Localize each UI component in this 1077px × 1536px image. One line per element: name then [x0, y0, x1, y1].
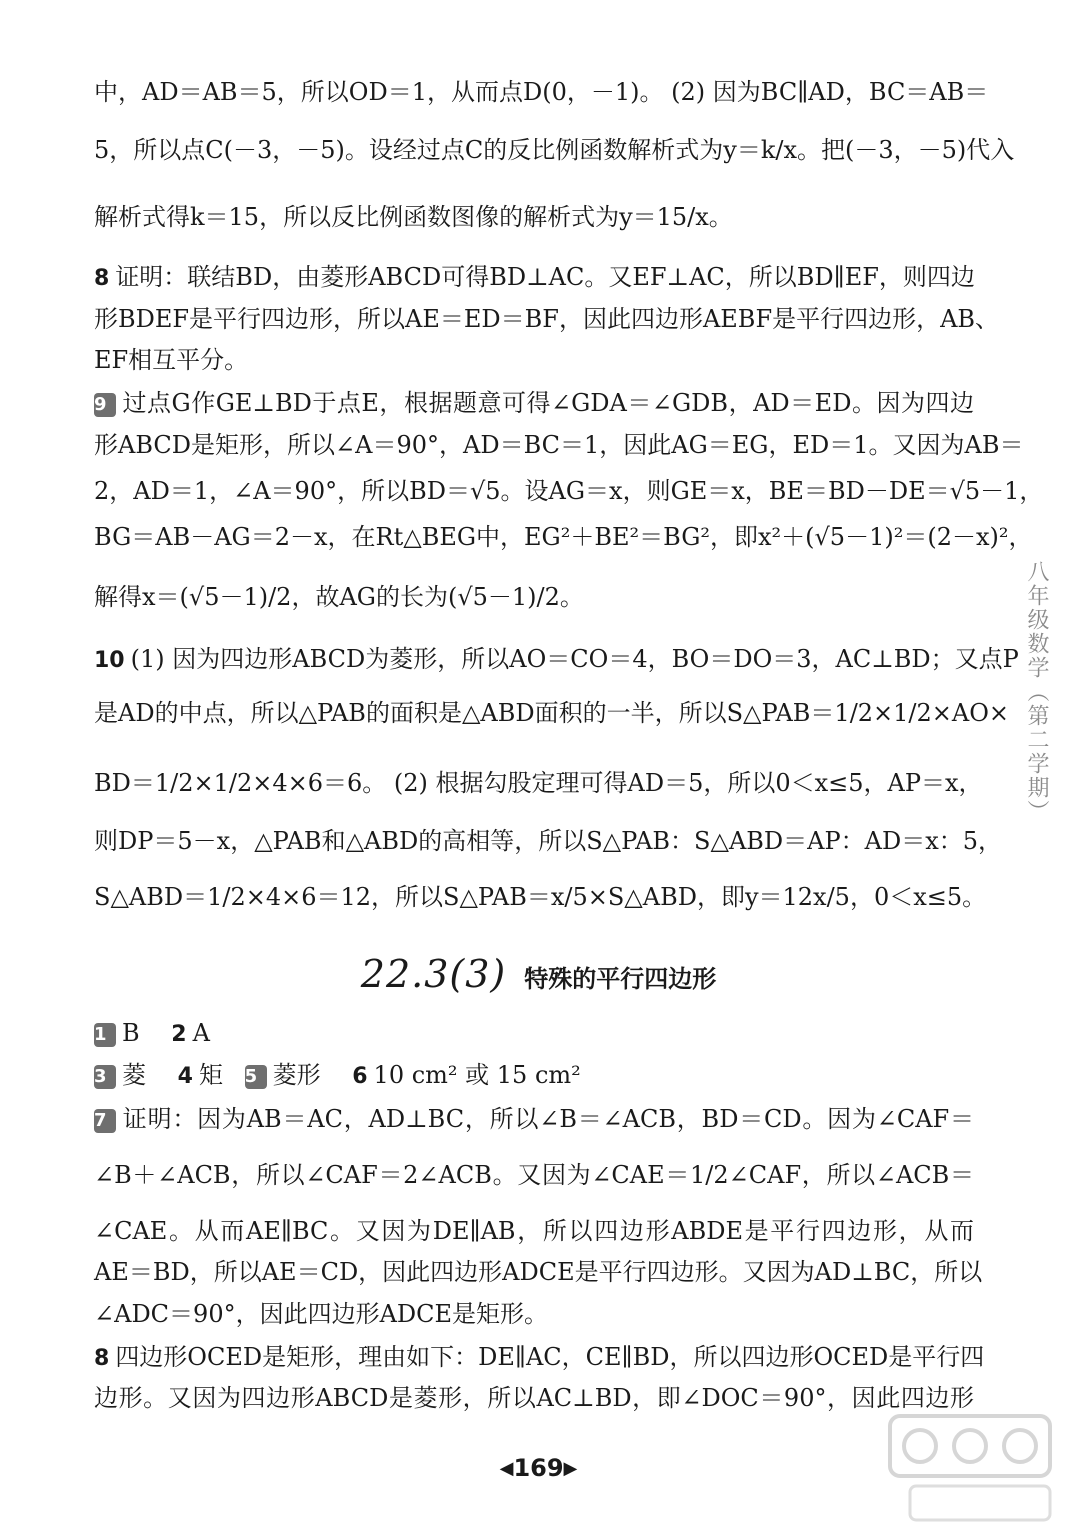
problem-number: 4: [177, 1064, 193, 1089]
answer-text: 菱: [122, 1061, 146, 1089]
problem-number-box: 7: [94, 1109, 116, 1133]
side-tab-label: 八年级数学（第二学期）: [1024, 560, 1049, 824]
text-line: BD＝1/2×1/2×4×6＝6。 (2) 根据勾股定理可得AD＝5，所以0＜x≤5，AP＝x，: [94, 769, 983, 797]
watermark-logo: [880, 1408, 1060, 1528]
left-triangle-icon: ◀: [499, 1458, 514, 1479]
text-line: 中，AD＝AB＝5，所以OD＝1，从而点D(0，－1)。 (2) 因为BC∥AD，BC＝AB＝: [94, 78, 989, 106]
problem-9-line: [94, 388, 974, 418]
text-line: ∠B＋∠ACB，所以∠CAF＝2∠ACB。又因为∠CAE＝1/2∠CAF，所以∠ACB＝: [94, 1161, 974, 1189]
text-line: 2，AD＝1，∠A＝90°，所以BD＝√5。设AG＝x，则GE＝x，BE＝BD－DE＝√5－1，: [94, 477, 1044, 505]
page-number-value: 169: [513, 1454, 564, 1482]
problem-text: 四边形OCED是矩形，理由如下：DE∥AC，CE∥BD，所以四边形OCED是平行四: [115, 1343, 985, 1371]
answer-text: 10 cm² 或 15 cm²: [373, 1061, 581, 1089]
right-triangle-icon: ▶: [563, 1458, 578, 1479]
problem-8b-line: [94, 1342, 985, 1374]
problem-number: 8: [94, 266, 110, 291]
problem-text: 证明：联结BD，由菱形ABCD可得BD⊥AC。又EF⊥AC，所以BD∥EF，则四边: [115, 263, 975, 291]
text-line: 5，所以点C(－3，－5)。设经过点C的反比例函数解析式为y＝k/x。把(－3，－5)代入: [94, 136, 1015, 164]
text-line: 形BDEF是平行四边形，所以AE＝ED＝BF，因此四边形AEBF是平行四边形，AB、: [94, 305, 1000, 333]
text-line: ∠ADC＝90°，因此四边形ADCE是矩形。: [94, 1300, 549, 1328]
text-line: 边形。又因为四边形ABCD是菱形，所以AC⊥BD，即∠DOC＝90°，因此四边形: [94, 1384, 974, 1412]
problem-number-box: 1: [94, 1023, 116, 1047]
text-line: S△ABD＝1/2×4×6＝12，所以S△PAB＝x/5×S△ABD，即y＝12x/5，0＜x≤5。: [94, 883, 987, 911]
problem-10-line: [94, 644, 1019, 676]
text-line: 形ABCD是矩形，所以∠A＝90°，AD＝BC＝1，因此AG＝EG，ED＝1。又因为AB＝: [94, 431, 1024, 459]
answer-text: A: [192, 1019, 210, 1047]
problem-number: 8: [94, 1346, 110, 1371]
problem-number: 6: [352, 1064, 368, 1089]
section-code: 22.3(3): [360, 952, 507, 996]
text-line: AE＝BD，所以AE＝CD，因此四边形ADCE是平行四边形。又因为AD⊥BC，所以: [94, 1258, 983, 1286]
problem-number-box: 5: [245, 1065, 267, 1089]
problem-number: 2: [171, 1022, 187, 1047]
text-line: 则DP＝5－x，△PAB和△ABD的高相等，所以S△PAB：S△ABD＝AP：AD＝x：5，: [94, 827, 1003, 855]
problem-text: (1) 因为四边形ABCD为菱形，所以AO＝CO＝4，BO＝DO＝3，AC⊥BD；又点P: [130, 645, 1019, 673]
answers-row-2: [94, 1060, 974, 1092]
problem-number: 10: [94, 648, 125, 673]
problem-text: 证明：因为AB＝AC，AD⊥BC，所以∠B＝∠ACB，BD＝CD。因为∠CAF＝: [122, 1105, 974, 1133]
answer-text: 矩: [198, 1061, 223, 1089]
text-line: BG＝AB－AG＝2－x，在Rt△BEG中，EG²＋BE²＝BG²，即x²＋(√5－1)²＝(2－x)²，: [94, 523, 1033, 551]
text-line: 解得x＝(√5－1)/2，故AG的长为(√5－1)/2。: [94, 583, 584, 611]
problem-number-box: 3: [94, 1065, 116, 1089]
answer-text: B: [122, 1019, 140, 1047]
problem-number-box: 9: [94, 393, 116, 417]
problem-7-line: [94, 1104, 974, 1134]
text-line: 是AD的中点，所以△PAB的面积是△ABD面积的一半，所以S△PAB＝1/2×1/2×AO×: [94, 699, 1010, 727]
text-line: EF相互平分。: [94, 346, 249, 374]
problem-8-line: [94, 262, 974, 294]
section-name: 特殊的平行四边形: [524, 965, 717, 993]
section-heading: [0, 952, 1077, 996]
answers-row-1: [94, 1018, 974, 1050]
problem-text: 过点G作GE⊥BD于点E，根据题意可得∠GDA＝∠GDB，AD＝ED。因为四边: [122, 389, 974, 417]
text-line: 解析式得k＝15，所以反比例函数图像的解析式为y＝15/x。: [94, 203, 733, 231]
answer-text: 菱形: [272, 1061, 321, 1089]
text-line: ∠CAE。从而AE∥BC。又因为DE∥AB，所以四边形ABDE是平行四边形，从而: [94, 1217, 974, 1245]
